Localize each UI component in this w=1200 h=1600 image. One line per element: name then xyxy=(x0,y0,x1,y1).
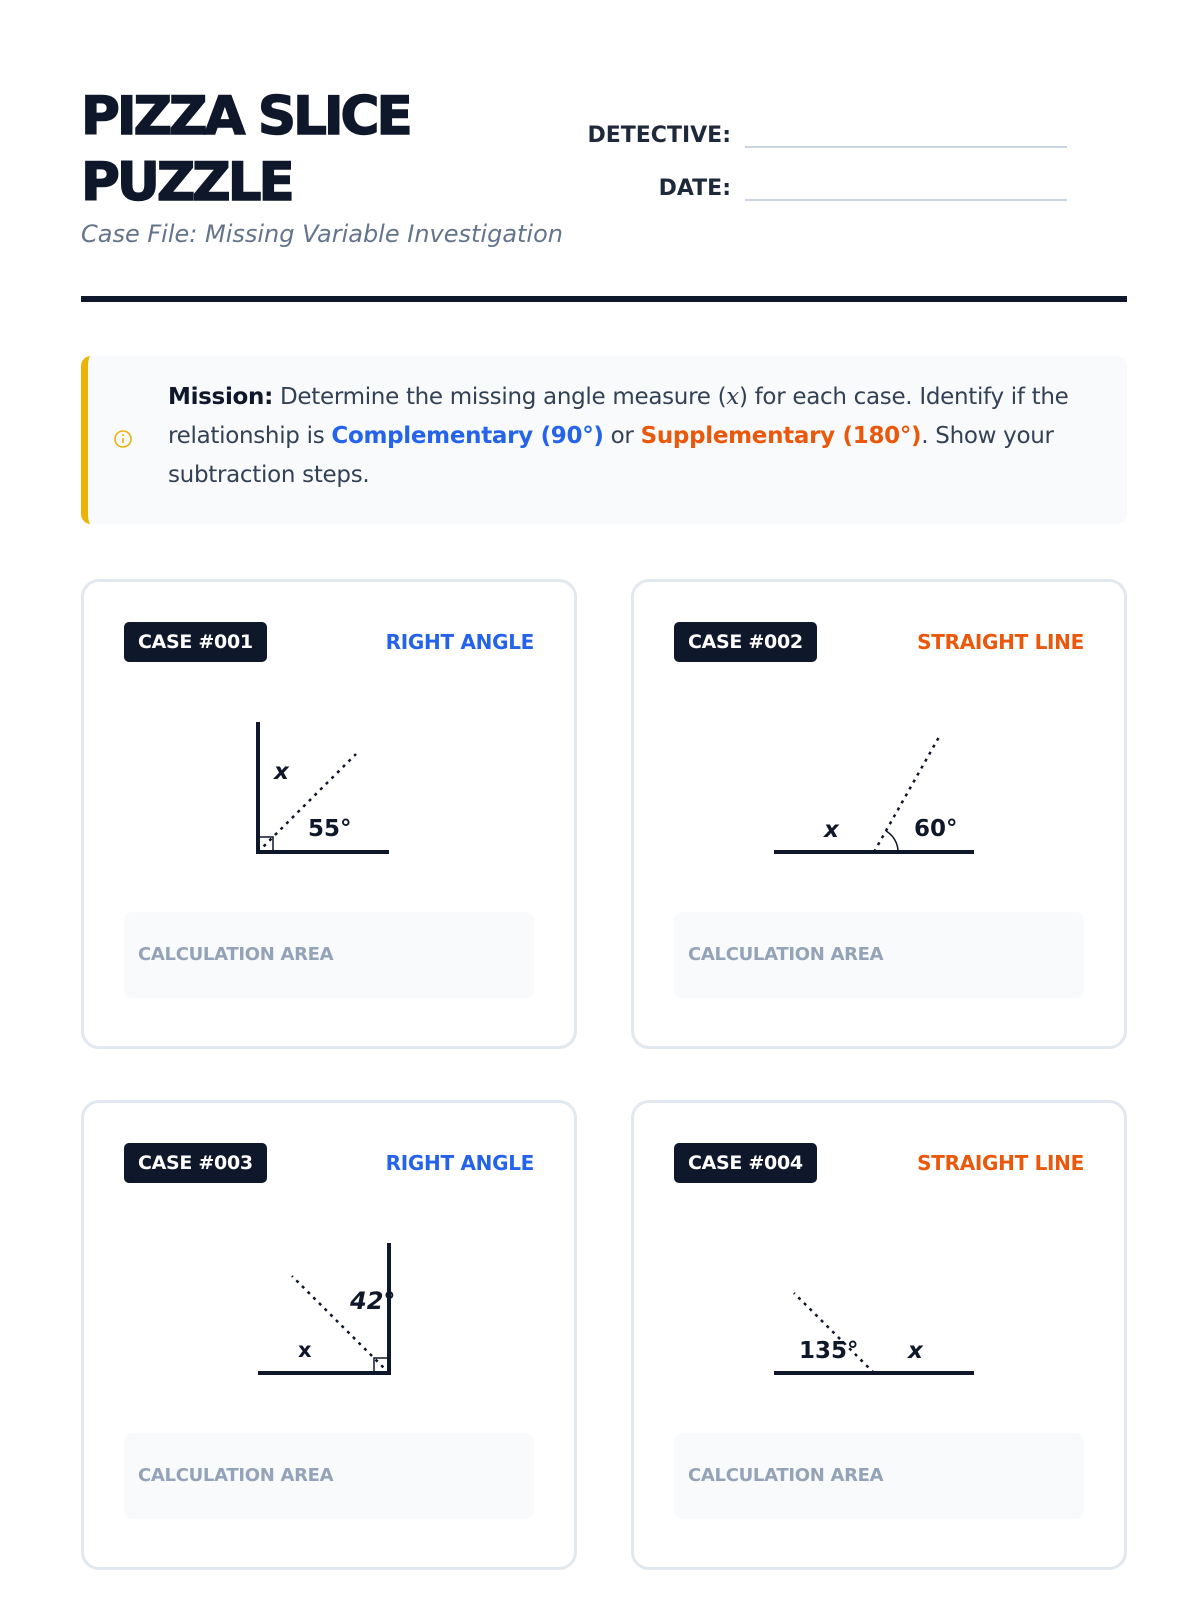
case-badge: CASE #003 xyxy=(124,1143,267,1183)
case-badge: CASE #004 xyxy=(674,1143,817,1183)
case-badge: CASE #001 xyxy=(124,622,267,662)
known-angle-label: 60° xyxy=(914,816,958,842)
calculation-area-label: CALCULATION AREA xyxy=(688,944,884,965)
header-divider xyxy=(81,296,1127,302)
case-type-label: STRAIGHT LINE xyxy=(917,1151,1084,1175)
calculation-area[interactable] xyxy=(674,1433,1084,1519)
mission-text-3: . Show your subtraction steps. xyxy=(168,423,1054,488)
mission-text-2: ) for each case. Identify if the relationship is xyxy=(168,384,1069,449)
calculation-area[interactable] xyxy=(674,912,1084,998)
angle-diagram-right-55 xyxy=(124,692,534,892)
case-card-003 xyxy=(81,1100,577,1570)
detective-input-line[interactable] xyxy=(745,120,1067,148)
case-type-label: STRAIGHT LINE xyxy=(917,630,1084,654)
mission-lead: Mission: xyxy=(168,384,274,410)
angle-diagram-straight-135 xyxy=(674,1213,1084,1413)
page-subtitle: Case File: Missing Variable Investigation xyxy=(81,220,563,248)
case-type-label: RIGHT ANGLE xyxy=(385,1151,534,1175)
date-label: DATE: xyxy=(658,176,731,201)
unknown-angle-label: x xyxy=(274,759,289,785)
calculation-area-label: CALCULATION AREA xyxy=(138,1465,334,1486)
detective-field[interactable] xyxy=(555,120,1067,148)
calculation-area-label: CALCULATION AREA xyxy=(688,1465,884,1486)
date-field[interactable] xyxy=(555,173,1067,201)
title-line-1: PIZZA SLICE xyxy=(81,86,410,147)
unknown-angle-label: x xyxy=(908,1338,923,1364)
known-angle-label: 42° xyxy=(350,1287,396,1315)
mission-text xyxy=(168,378,1088,495)
angle-diagram-right-42 xyxy=(124,1213,534,1413)
known-angle-label: 55° xyxy=(308,816,352,842)
page-title xyxy=(81,84,541,216)
mission-or: or xyxy=(603,423,641,449)
calculation-area-label: CALCULATION AREA xyxy=(138,944,334,965)
angle-arc xyxy=(886,831,898,852)
mission-text-1: Determine the missing angle measure ( xyxy=(273,384,727,410)
calculation-area[interactable] xyxy=(124,912,534,998)
case-badge: CASE #002 xyxy=(674,622,817,662)
supplementary-term: Supplementary (180°) xyxy=(640,423,922,449)
date-input-line[interactable] xyxy=(745,173,1067,201)
worksheet-header xyxy=(81,84,1127,304)
unknown-angle-label: x xyxy=(824,817,839,843)
angle-diagram-straight-60 xyxy=(674,692,1084,892)
calculation-area[interactable] xyxy=(124,1433,534,1519)
case-card-004 xyxy=(631,1100,1127,1570)
mission-variable: x xyxy=(726,384,739,410)
known-angle-label: 135° xyxy=(799,1338,859,1364)
case-card-001 xyxy=(81,579,577,1049)
mission-callout xyxy=(81,356,1127,524)
case-type-label: RIGHT ANGLE xyxy=(385,630,534,654)
title-line-2: PUZZLE xyxy=(81,152,292,213)
case-card-002 xyxy=(631,579,1127,1049)
detective-label: DETECTIVE: xyxy=(587,123,731,148)
info-icon xyxy=(112,428,134,450)
complementary-term: Complementary (90°) xyxy=(331,423,604,449)
unknown-angle-label: x xyxy=(298,1338,312,1362)
